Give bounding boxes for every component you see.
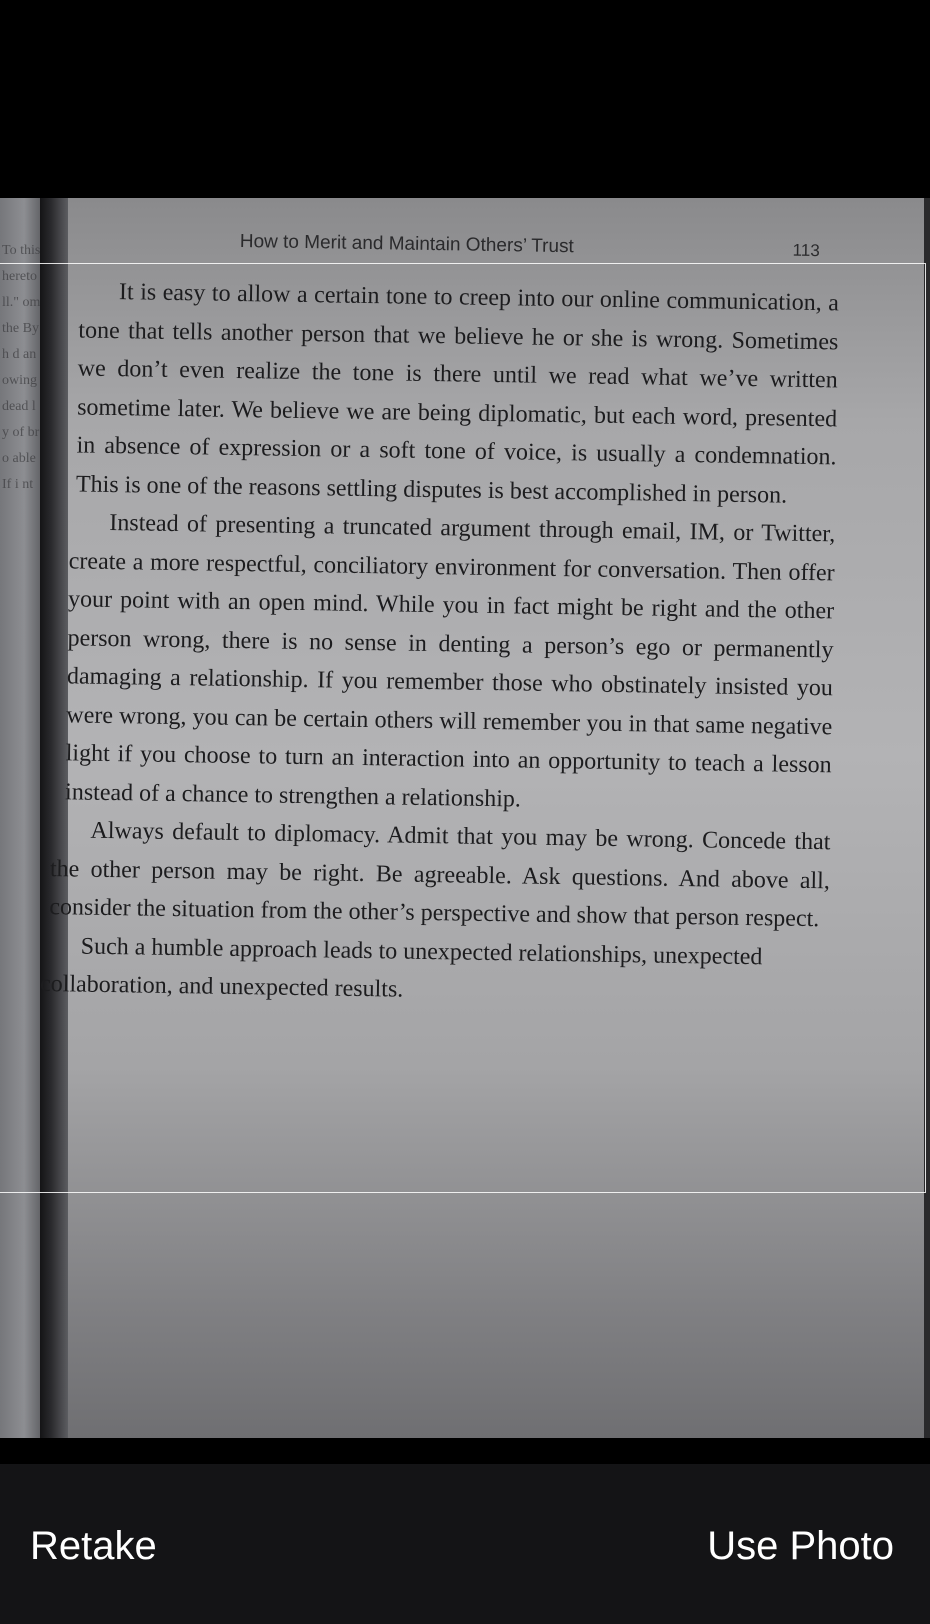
left-page	[0, 198, 44, 1438]
paragraph-3: Always default to diplomacy. Admit that you may be wrong. Concede that the other person may be right. Be agreeable. Ask questions. And above all, consider the situation from the other’s perspective and show that person respect.	[49, 817, 831, 933]
page-header	[50, 228, 840, 262]
review-toolbar	[0, 1464, 930, 1624]
captured-photo	[0, 198, 930, 1438]
photo-edge	[924, 198, 930, 1438]
running-head: How to Merit and Maintain Others’ Trust	[239, 230, 574, 258]
photo-bottom-strip	[0, 1438, 930, 1464]
paragraph-2: Instead of presenting a truncated argument through email, IM, or Twitter, create a more respectful, conciliatory environment for conversation. Then offer your point with an open mind. While you in fact might be right and the other person wrong, there is no sense in denting a person’s ego or permanently damaging a relationship. If you remember those who obstinately insisted you were wrong, you can be certain others will remember you in that same negative light if you choose to turn an interaction into an opportunity to teach a lesson instead of a chance to strengthen a relationship.	[64, 509, 836, 812]
use-photo-button[interactable]: Use Photo	[707, 1524, 894, 1568]
camera-top-bar	[0, 0, 930, 198]
paragraph-1: It is easy to allow a certain tone to creep into our online communication, a tone that tells another person that we believe he or she is wrong. Sometimes we don’t even realize the tone is there until we read what we’ve written sometime later. We believe we are being diplomatic, but each word, presented in absence of expression or a soft tone of voice, is usually a condemnation. This is one of the reasons settling disputes is best accomplished in person.	[75, 279, 840, 509]
retake-button[interactable]: Retake	[30, 1524, 157, 1568]
book-page	[38, 228, 840, 1016]
page-number: 113	[792, 240, 820, 261]
left-page-text: To this hereto ll." om the By h d an owing dead ly of bro able If i nt	[2, 243, 41, 492]
paragraph-4: Such a humble approach leads to unexpected relationships, unexpected collaboration, and unexpected results.	[39, 933, 763, 1003]
